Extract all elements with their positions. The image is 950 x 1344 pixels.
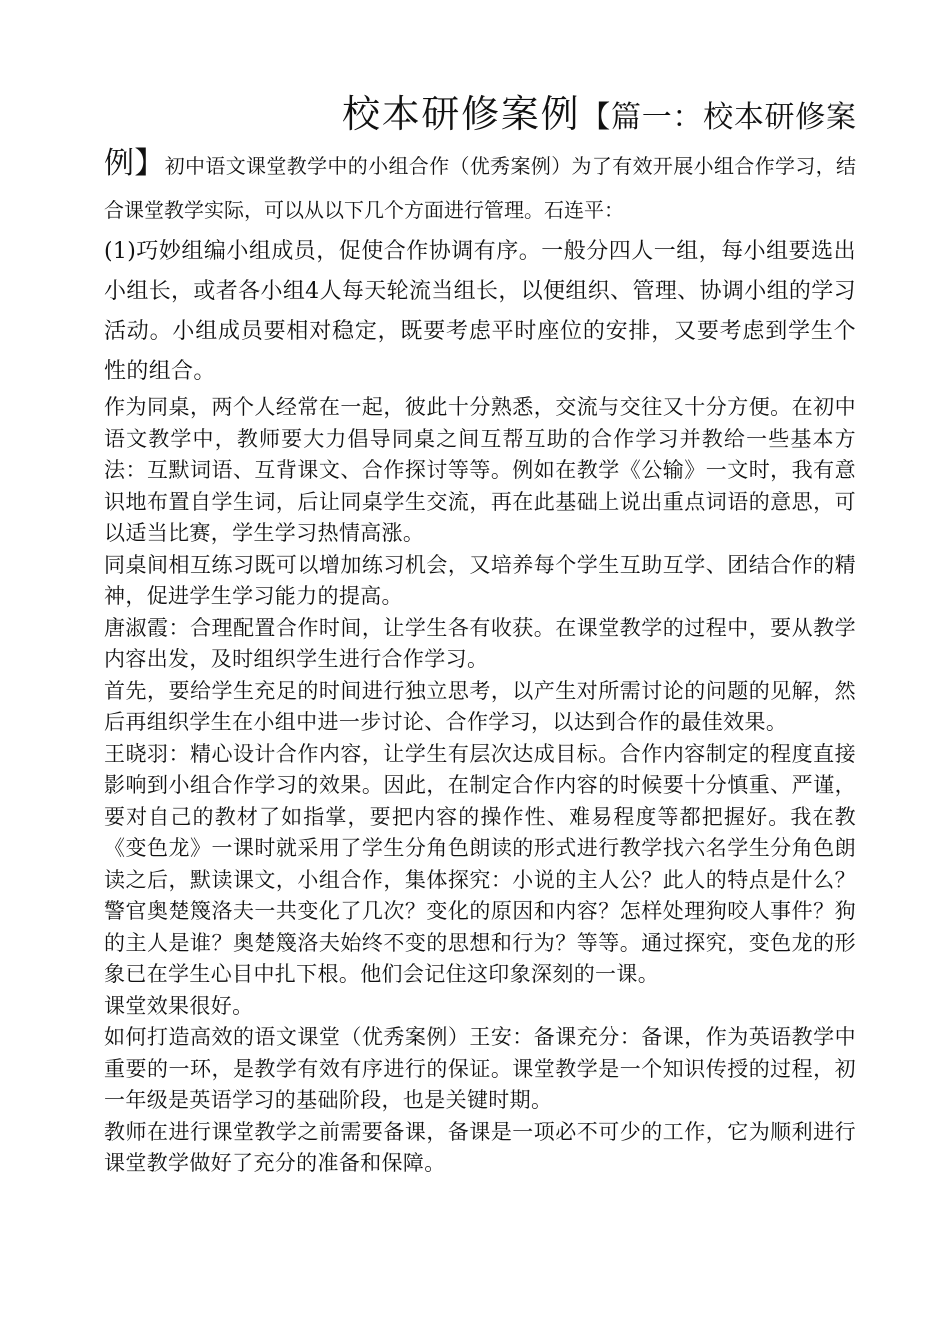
document-heading — [104, 92, 856, 232]
paragraph-5: 首先，要给学生充足的时间进行独立思考，以产生对所需讨论的问题的见解，然后再组织学生在小组中进一步讨论、合作学习，以达到合作的最佳效果。 — [104, 678, 856, 734]
paragraph-9: 教师在进行课堂教学之前需要备课，备课是一项必不可少的工作，它为顺利进行课堂教学做好了充分的准备和保障。 — [104, 1119, 856, 1175]
paragraph-1: (1)巧妙组编小组成员，促使合作协调有序。一般分四人一组，每小组要选出小组长，或者各小组4人每天轮流当组长，以便组织、管理、协调小组的学习活动。小组成员要相对稳定，既要考虑平时座位的安排，又要考虑到学生个性的组合。 — [104, 239, 856, 384]
document-subtitle-suffix: 例】 — [104, 146, 165, 181]
paragraph-8: 如何打造高效的语文课堂（优秀案例）王安：备课充分：备课，作为英语教学中重要的一环，是教学有效有序进行的保证。课堂教学是一个知识传授的过程，初一年级是英语学习的基础阶段，也是关键时期。 — [104, 1025, 856, 1112]
document-intro: 初中语文课堂教学中的小组合作（优秀案例）为了有效开展小组合作学习，结合课堂教学实际，可以从以下几个方面进行管理。石连平： — [104, 154, 857, 222]
document-title: 校本研修案例 — [342, 92, 581, 136]
paragraph-7: 课堂效果很好。 — [104, 993, 254, 1018]
paragraph-4: 唐淑霞：合理配置合作时间，让学生各有收获。在课堂教学的过程中，要从教学内容出发，及时组织学生进行合作学习。 — [104, 615, 856, 671]
paragraph-3: 同桌间相互练习既可以增加练习机会，又培养每个学生互助互学、团结合作的精神，促进学生学习能力的提高。 — [104, 552, 856, 608]
document-body — [104, 92, 856, 1180]
document-subtitle-prefix: 【篇一：校本研修案 — [580, 100, 856, 135]
paragraph-6: 王晓羽：精心设计合作内容，让学生有层次达成目标。合作内容制定的程度直接影响到小组合作学习的效果。因此，在制定合作内容的时候要十分慎重、严谨，要对自己的教材了如指掌，要把内容的操作性、难易程度等都把握好。我在教《变色龙》一课时就采用了学生分角色朗读的形式进行教学找六名学生分角色朗读之后，默读课文，小组合作，集体探究：小说的主人公？此人的特点是什么？警官奥楚篾洛夫一共变化了几次？变化的原因和内容？怎样处理狗咬人事件？狗的主人是谁？奥楚篾洛夫始终不变的思想和行为？等等。通过探究，变色龙的形象已在学生心目中扎下根。他们会记住这印象深刻的一课。 — [104, 741, 856, 986]
paragraph-2: 作为同桌，两个人经常在一起，彼此十分熟悉，交流与交往又十分方便。在初中语文教学中，教师要大力倡导同桌之间互帮互助的合作学习并教给一些基本方法：互默词语、互背课文、合作探讨等等。例如在教学《公输》一文时，我有意识地布置自学生词，后让同桌学生交流，再在此基础上说出重点词语的意思，可以适当比赛，学生学习热情高涨。 — [104, 395, 856, 545]
